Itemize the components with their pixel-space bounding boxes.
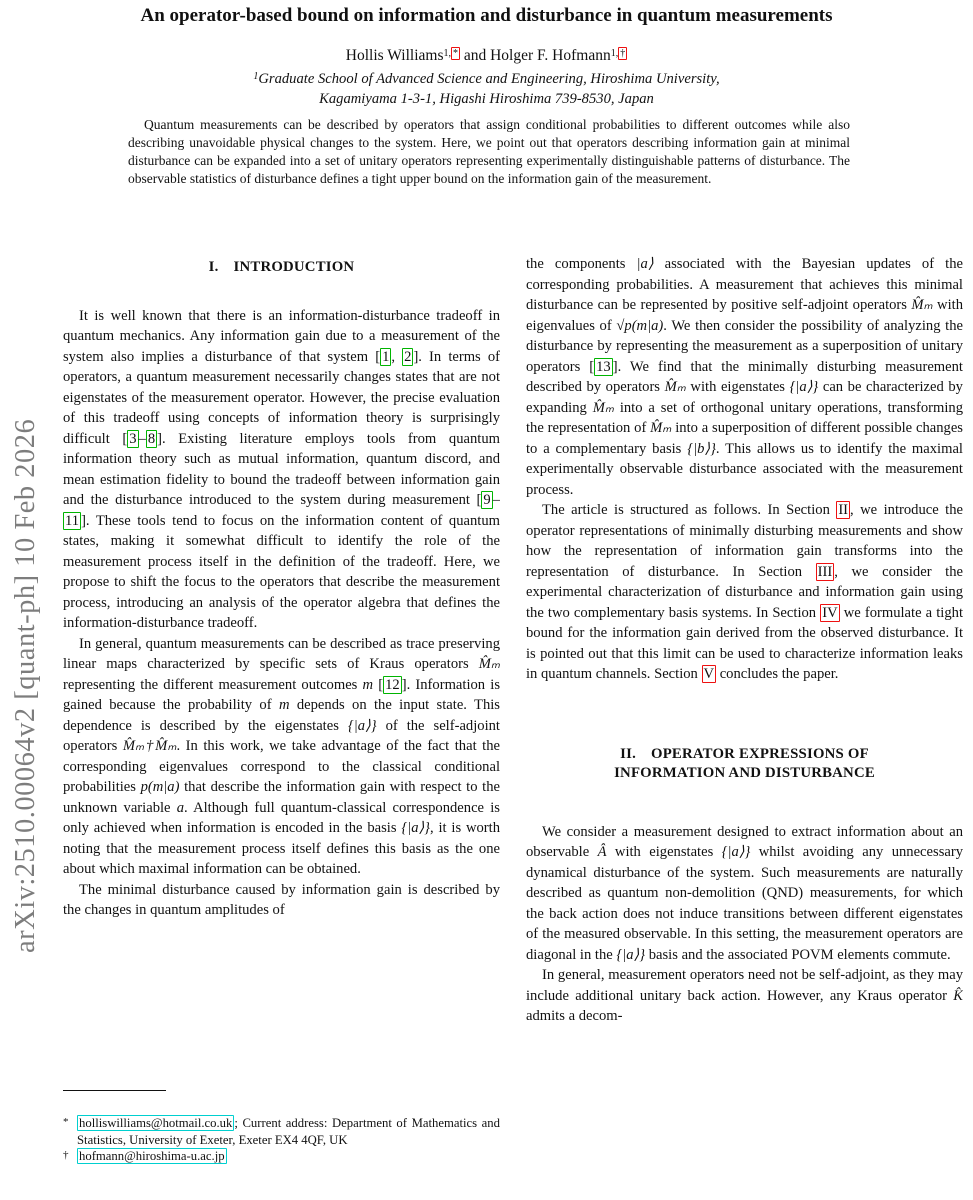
right-column [526, 254, 963, 1200]
intro-paragraph-4: the components |a⟩ associated with the Bayesian updates of the corresponding probabilities. A measurement that achieves this minimal disturbance can be represented by positive self-adjoint operators M̂ₘ with eigenvalues of √p(m|a). We then consider the possibility of analyzing the disturbance by representing the measurement as a superposition of unitary operators [ 13 ]. We find that the minimally disturbing measurement described by operators M̂ₘ with eigenstates {|a⟩} can be characterized by expanding M̂ₘ into a set of orthogonal unitary operations, transforming the representation of M̂ₘ into a superposition of different possible changes to a complementary basis {|b⟩}. This allows us to identify the maximal experimentally observable disturbance associated with the measurement process. [526, 256, 963, 498]
intro-paragraph-5: The article is structured as follows. In Section II , we introduce the operator representations of minimally disturbing measurements and show how the representation of information gain transforms into the representation of disturbance. In Section III , we consider the experimental characterization of disturbance and information gain using the two complementary basis systems. In Section IV we formulate a tight bound for the information gain derived from the observed disturbance. It is pointed out that this limit can be used to characterize information leaks in quantum channels. Section V concludes the paper. [526, 502, 963, 682]
section-1-heading: I. INTRODUCTION [208, 259, 355, 275]
math-inline: √p(m|a) [616, 317, 664, 334]
page-title: An operator-based bound on information and disturbance in quantum measurements [140, 5, 833, 26]
citation-link[interactable]: 11 [65, 512, 80, 529]
citation-link[interactable]: 12 [385, 676, 400, 693]
math-inline: M̂ₘ†M̂ₘ [122, 738, 177, 754]
math-inline: {|a⟩} [347, 717, 377, 734]
superscript: 1 [253, 71, 259, 82]
section-2-heading-line-2: INFORMATION AND DISTURBANCE [614, 765, 875, 781]
math-inline: m [278, 697, 290, 713]
math-inline: Â [597, 844, 607, 860]
citation-link[interactable]: 3 [129, 430, 137, 447]
footnote-mark [618, 48, 627, 59]
math-inline: {|a⟩} [789, 379, 819, 395]
footnote-2 [63, 1148, 500, 1165]
superscript: 1, [610, 48, 619, 59]
intro-paragraph-3: The minimal disturbance caused by information gain is described by the changes in quantum amplitudes of [63, 881, 500, 918]
intro-paragraph-2: In general, quantum measurements can be described as trace preserving linear maps characterized by specific sets of Kraus operators M̂ₘ representing the different measurement outcomes m [ 12 ]. Information is gained because the probability of m depends on the input state. This dependence is described by the eigenstates {|a⟩} of the self-adjoint operators M̂ₘ†M̂ₘ. In this work, we take advantage of the fact that the corresponding eigenvalues correspond to the classical conditional probabilities p(m|a) that describe the information gain with respect to the unknown variable a. Although full quantum-classical correspondence is only achieved when information is encoded in the basis {|a⟩}, it is worth noting that the measurement process itself defines this basis as the one about which maximal information can be obtained. [63, 635, 500, 877]
math-inline: M̂ₘ [911, 297, 933, 313]
citation-link[interactable]: 13 [596, 358, 611, 375]
footnote-1-text: holliswilliams@hotmail.co.uk ; Current address: Department of Mathematics and Statistics, University of Exeter, Exeter EX4 4QF, UK [77, 1116, 500, 1147]
left-column [63, 258, 500, 1083]
citation-link[interactable]: 9 [483, 492, 491, 508]
affiliation-line-2: Kagamiyama 1-3-1, Higashi Hiroshima 739-8530, Japan [319, 91, 654, 107]
affiliation [0, 69, 973, 109]
footnote-1 [63, 1115, 500, 1148]
citation-link[interactable]: 8 [147, 430, 156, 447]
section-ref-link[interactable]: V [703, 666, 715, 682]
math-inline: M̂ₘ [592, 399, 614, 416]
math-inline: {|a⟩} [721, 844, 751, 860]
email-link[interactable]: holliswilliams@hotmail.co.uk [79, 1116, 233, 1130]
arxiv-stamp: arXiv:2510.00064v2 [quant-ph] 10 Feb 2026 [10, 418, 41, 953]
email-link[interactable]: hofmann@hiroshima-u.ac.jp [79, 1149, 225, 1164]
footnote-block [63, 1090, 500, 1165]
math-inline: M̂ₘ [650, 420, 672, 436]
math-inline: {|a⟩} [401, 820, 431, 836]
citation-link[interactable]: 2 [404, 348, 412, 365]
footnote-rule [63, 1090, 166, 1091]
footnote-mark [451, 48, 460, 59]
math-inline: M̂ₘ [664, 379, 686, 395]
citation-link[interactable]: 1 [382, 348, 390, 365]
section2-paragraph-2: In general, measurement operators need not be self-adjoint, as they may include additional unitary back action. However, any Kraus operator K̂ admits a decom- [526, 967, 963, 1024]
math-inline: M̂ₘ [478, 656, 500, 672]
math-inline: {|b⟩} [687, 440, 716, 457]
section2-paragraph-1: We consider a measurement designed to extract information about an observable Â with eigenstates {|a⟩} whilst avoiding any unnecessary dynamical disturbance of the system. Such measurements are naturally described as quantum non-demolition (QND) measurements, for which the back action does not induce transitions between different eigenstates of the measured observable. In this setting, the measurement operators are diagonal in the {|a⟩} basis and the associated POVM elements commute. [526, 823, 963, 963]
footnote-2-marker: † [63, 1149, 69, 1162]
affiliation-line-1: $^1$Graduate School of Advanced Science and Engineering, Hiroshima University, [253, 71, 720, 87]
section-ref-link[interactable]: II [838, 502, 849, 518]
footnote-2-text [77, 1148, 227, 1164]
intro-paragraph-1: It is well known that there is an information-disturbance tradeoff in quantum mechanics. Any information gain due to a measurement of the system also implies a disturbance of that system [ 1 , 2 ]. In terms of operators, a quantum measurement necessarily changes states that are not eigenstates of the measurement operator. However, the precise evaluation of this tradeoff using concepts of information theory is surprisingly difficult [ 3 – 8 ]. Existing literature employs tools from quantum information theory such as mutual information, quantum discord, and mean estimation fidelity to bound the tradeoff between information gain and the disturbance introduced to the system during measurement [ 9 –11 ]. These tools tend to focus on the information content of quantum states, making it somewhat difficult to identify the role of the measurement process itself in the definition of the tradeoff. Here, we propose to shift the focus to the operators that describe the measurement process, introducing an analysis of the operator algebra that defines the information-disturbance tradeoff. [63, 307, 500, 631]
section-ref-link[interactable]: IV [822, 604, 838, 621]
math-inline: K̂ [953, 987, 963, 1004]
math-inline: a [176, 799, 185, 816]
math-inline: m [362, 676, 374, 693]
superscript: 1, [443, 48, 451, 59]
author-line: Hollis Williams$^{1,}$ * and Holger F. Hofmann$^{1,}$ † [345, 47, 626, 64]
footnote-mark-link[interactable]: * [452, 48, 458, 59]
math-inline: |a⟩ [636, 256, 654, 272]
math-inline: p(m|a) [140, 779, 180, 795]
math-inline: {|a⟩} [616, 946, 646, 963]
section-2-heading [526, 745, 963, 784]
abstract: Quantum measurements can be described by operators that assign conditional probabilities to different outcomes while also describing unavoidable physical changes to the system. Here, we point out that operators describing information gain at minimal disturbance can be expanded into a set of unitary operators representing experimentally distinguishable patterns of disturbance. The observable statistics of disturbance defines a tight upper bound on the information gain of the measurement. [128, 117, 850, 186]
section-2-heading-line-1: II. OPERATOR EXPRESSIONS OF [620, 745, 869, 762]
footnote-1-marker: * [63, 1116, 69, 1128]
section-ref-link[interactable]: III [817, 563, 833, 580]
footnote-mark-link[interactable]: † [620, 48, 626, 59]
